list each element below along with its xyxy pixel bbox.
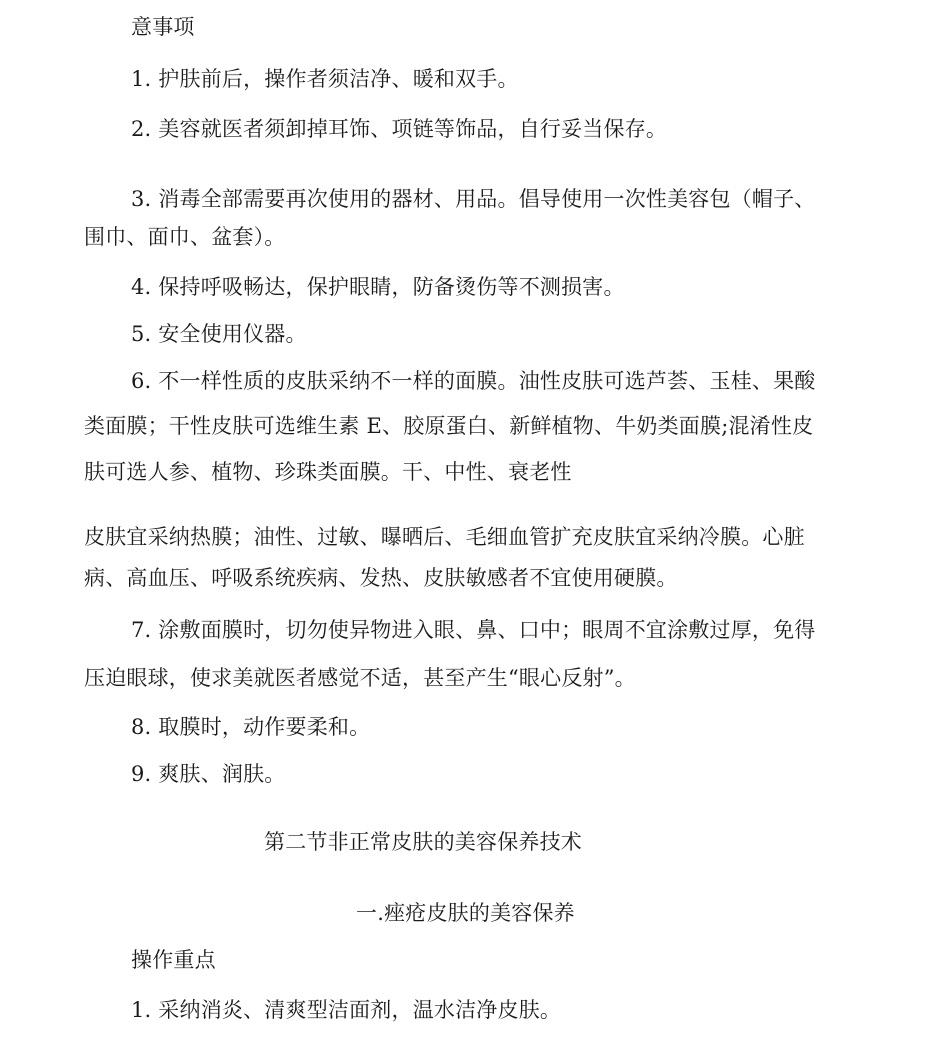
operation-heading: 操作重点 <box>131 948 216 972</box>
operation-item-1: 1. 采纳消炎、清爽型洁面剂，温水洁净皮肤。 <box>131 998 562 1022</box>
paragraph-item-7: 7. 涂敷面膜时，切勿使异物进入眼、鼻、口中；眼周不宜涂敷过厚，免得 <box>131 618 816 642</box>
paragraph-item-4: 4. 保持呼吸畅达，保护眼睛，防备烫伤等不测损害。 <box>131 275 625 299</box>
paragraph-item-6: 6. 不一样性质的皮肤采纳不一样的面膜。油性皮肤可选芦荟、玉桂、果酸 <box>131 369 816 393</box>
paragraph-item-5: 5. 安全使用仪器。 <box>131 322 307 346</box>
paragraph-item-7-continued: 压迫眼球，使求美就医者感觉不适，甚至产生“眼心反射”。 <box>84 666 636 690</box>
paragraph-item-3-continued: 围巾、面巾、盆套）。 <box>84 225 286 249</box>
paragraph-item-6-line-5: 病、高血压、呼吸系统疾病、发热、皮肤敏感者不宜使用硬膜。 <box>84 566 678 590</box>
paragraph-item-6-line-3: 肤可选人参、植物、珍珠类面膜。干、中性、衰老性 <box>84 460 572 484</box>
section-title: 第二节非正常皮肤的美容保养技术 <box>264 830 582 854</box>
paragraph-item-6-line-4: 皮肤宜采纳热膜；油性、过敏、曝晒后、毛细血管扩充皮肤宜采纳冷膜。心脏 <box>84 525 805 549</box>
paragraph-item-9: 9. 爽肤、润肤。 <box>131 762 286 786</box>
subsection-title: 一.痤疮皮肤的美容保养 <box>356 901 575 925</box>
paragraph-item-6-line-2: 类面膜；干性皮肤可选维生素 E、胶原蛋白、新鲜植物、牛奶类面膜;混淆性皮 <box>84 414 814 438</box>
section-heading-notes: 意事项 <box>131 15 195 39</box>
paragraph-item-2: 2. 美容就医者须卸掉耳饰、项链等饰品，自行妥当保存。 <box>131 117 668 141</box>
paragraph-item-1: 1. 护肤前后，操作者须洁净、暖和双手。 <box>131 67 519 91</box>
paragraph-item-3: 3. 消毒全部需要再次使用的器材、用品。倡导使用一次性美容包（帽子、 <box>131 187 816 211</box>
paragraph-item-8: 8. 取膜时，动作要柔和。 <box>131 715 371 739</box>
